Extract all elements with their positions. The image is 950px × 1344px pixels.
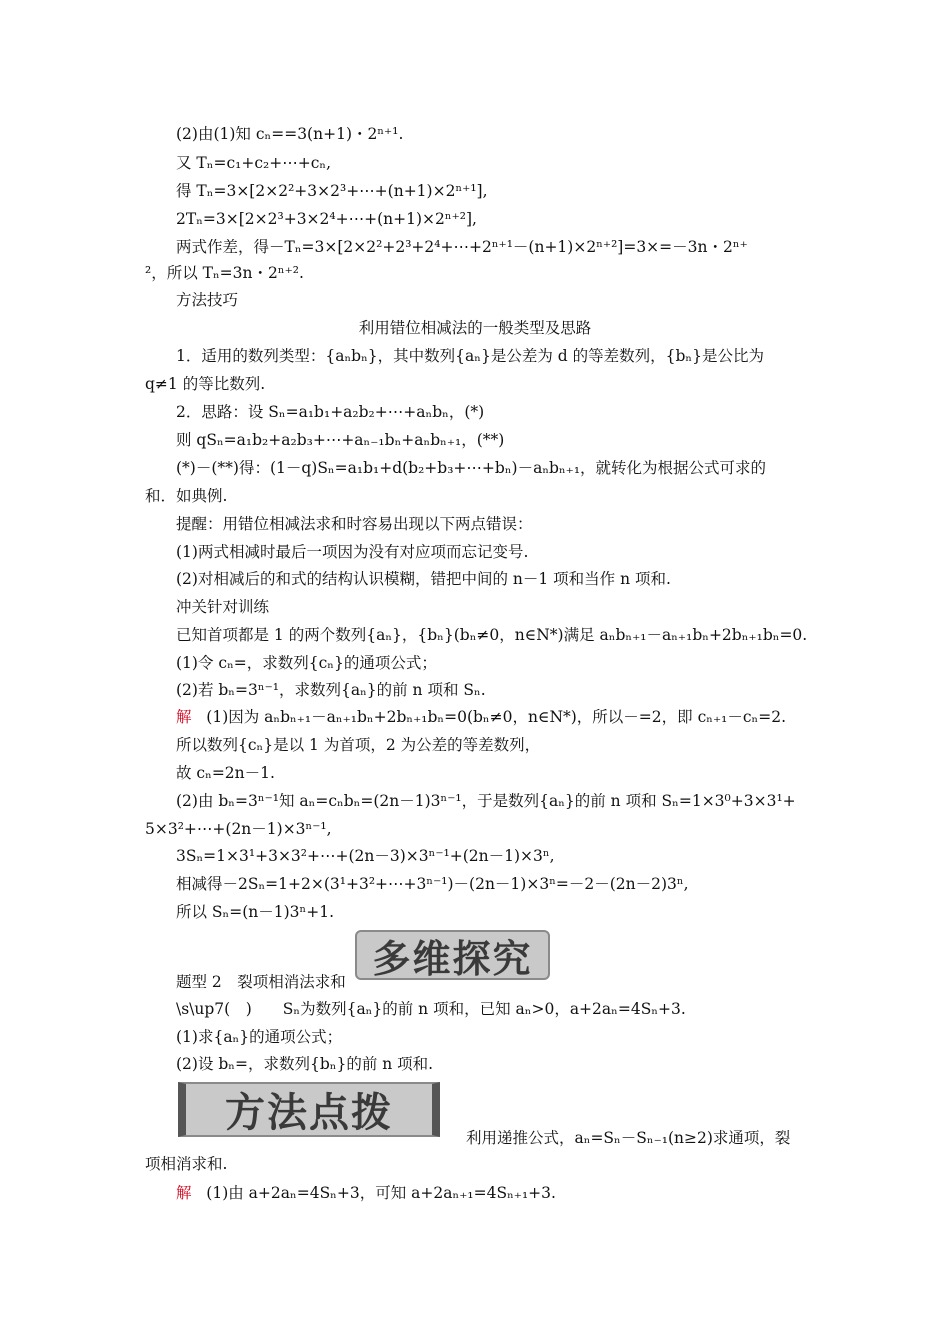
banner-duowei-tanjiu: 多维探究	[355, 930, 550, 980]
text-line: 解 (1)因为 aₙbₙ₊₁－aₙ₊₁bₙ+2bₙ₊₁bₙ=0(bₙ≠0，n∈N*)，所以－=2，即 cₙ₊₁－cₙ=2.	[176, 708, 787, 726]
text-line: 得 Tₙ=3×[2×2²+3×2³+⋯+(n+1)×2ⁿ⁺¹],	[176, 182, 488, 200]
section-heading: 冲关针对训练	[176, 598, 270, 616]
banner-fangfa-dianbo: 方法点拨	[178, 1082, 440, 1137]
text-line: (*)－(**)得：(1－q)Sₙ=a₁b₁+d(b₂+b₃+⋯+bₙ)－aₙbₙ₊₁，就转化为根据公式可求的	[176, 459, 767, 477]
text-line: 又 Tₙ=c₁+c₂+⋯+cₙ,	[176, 154, 332, 172]
text-line: 所以 Sₙ=(n－1)3ⁿ+1.	[176, 903, 335, 921]
section-heading: 题型 2 裂项相消法求和	[176, 973, 346, 991]
text-line: 提醒：用错位相减法求和时容易出现以下两点错误：	[176, 515, 533, 533]
text-line: 利用递推公式，aₙ=Sₙ－Sₙ₋₁(n≥2)求通项，裂	[466, 1129, 791, 1147]
text-line: 相减得－2Sₙ=1+2×(3¹+3²+⋯+3ⁿ⁻¹)－(2n－1)×3ⁿ=－2－(2n－2)3ⁿ,	[176, 875, 689, 893]
text-line: 已知首项都是 1 的两个数列{aₙ}，{bₙ}(bₙ≠0，n∈N*)满足 aₙbₙ₊₁－aₙ₊₁bₙ+2bₙ₊₁bₙ=0.	[176, 626, 808, 644]
text-line: (2)若 bₙ=3ⁿ⁻¹，求数列{aₙ}的前 n 项和 Sₙ.	[176, 681, 486, 699]
text-line: (2)由(1)知 cₙ==3(n+1)・2ⁿ⁺¹.	[176, 125, 404, 143]
text-line: 解 (1)由 a+2aₙ=4Sₙ+3，可知 a+2aₙ₊₁=4Sₙ₊₁+3.	[176, 1184, 556, 1202]
centered-title: 利用错位相减法的一般类型及思路	[358, 319, 592, 337]
text-line: 两式作差，得－Tₙ=3×[2×2²+2³+2⁴+⋯+2ⁿ⁺¹－(n+1)×2ⁿ⁺²]=3×=－3n・2ⁿ⁺	[176, 238, 748, 256]
text-line: ²，所以 Tₙ=3n・2ⁿ⁺².	[145, 264, 304, 282]
text-line: q≠1 的等比数列.	[145, 375, 266, 393]
text-line: (2)设 bₙ=，求数列{bₙ}的前 n 项和.	[176, 1055, 434, 1073]
text-line: 和．如典例.	[145, 487, 228, 505]
text-line: 3Sₙ=1×3¹+3×3²+⋯+(2n－3)×3ⁿ⁻¹+(2n－1)×3ⁿ,	[176, 847, 555, 865]
text-line: (1)求{aₙ}的通项公式；	[176, 1028, 343, 1046]
text-line: \s\up7( ) Sₙ为数列{aₙ}的前 n 项和，已知 aₙ>0，a+2aₙ=4Sₙ+3.	[176, 1000, 686, 1018]
solution-label: 解	[176, 708, 192, 726]
text-line: 所以数列{cₙ}是以 1 为首项，2 为公差的等差数列，	[176, 736, 541, 754]
text-line: 项相消求和.	[145, 1155, 228, 1173]
section-heading: 方法技巧	[176, 291, 239, 309]
text-line: 1．适用的数列类型：{aₙbₙ}，其中数列{aₙ}是公差为 d 的等差数列，{bₙ}是公比为	[176, 347, 764, 365]
text-line: 则 qSₙ=a₁b₂+a₂b₃+⋯+aₙ₋₁bₙ+aₙbₙ₊₁，(**)	[176, 431, 505, 449]
text-line: (1)令 cₙ=，求数列{cₙ}的通项公式；	[176, 654, 437, 672]
text-line: 2Tₙ=3×[2×2³+3×2⁴+⋯+(n+1)×2ⁿ⁺²],	[176, 210, 477, 228]
text-line: (1)两式相减时最后一项因为没有对应项而忘记变号.	[176, 543, 529, 561]
text-line: (2)对相减后的和式的结构认识模糊，错把中间的 n－1 项和当作 n 项和.	[176, 570, 671, 588]
text-line: 2．思路：设 Sₙ=a₁b₁+a₂b₂+⋯+aₙbₙ，(*)	[176, 403, 485, 421]
text-line: 故 cₙ=2n－1.	[176, 764, 275, 782]
text-line: 5×3²+⋯+(2n－1)×3ⁿ⁻¹,	[145, 820, 332, 838]
text-line: (2)由 bₙ=3ⁿ⁻¹知 aₙ=cₙbₙ=(2n－1)3ⁿ⁻¹，于是数列{aₙ}的前 n 项和 Sₙ=1×3⁰+3×3¹+	[176, 792, 796, 810]
solution-label: 解	[176, 1184, 192, 1202]
